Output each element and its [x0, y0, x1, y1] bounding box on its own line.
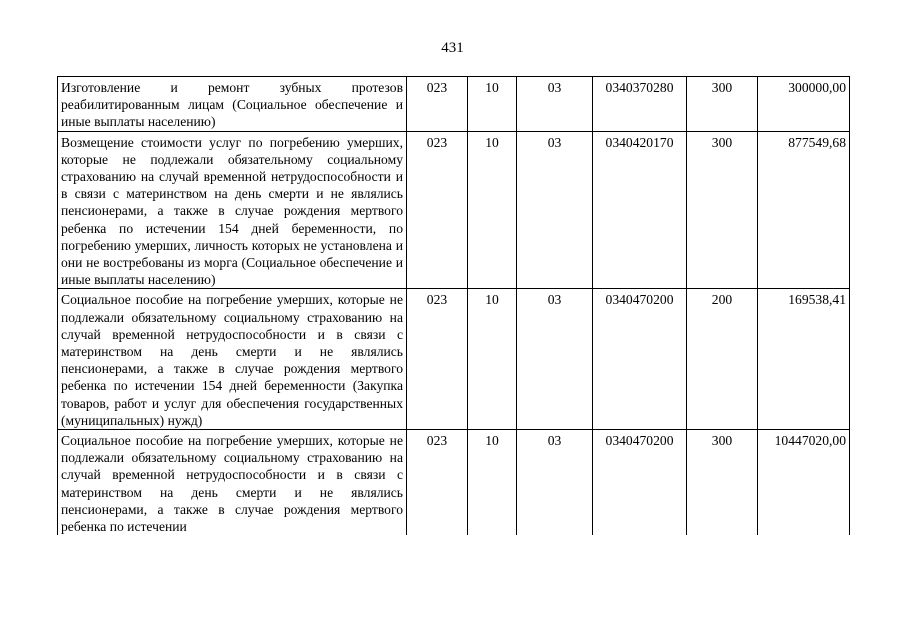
subsection-code: 03 — [517, 77, 593, 132]
budget-table — [57, 76, 850, 535]
table-row — [58, 289, 850, 430]
table-row — [58, 430, 850, 536]
ministry-code: 023 — [407, 430, 468, 536]
section-code: 10 — [468, 289, 517, 430]
row-description: Социальное пособие на погребение умерших, которые не подлежали обязательному социальному страхованию на случай временной нетрудоспособности и в связи с материнством на день смерти и не являлись пенсионерами, а также в случае рождения мертвого ребенка по истечении 154 дней беременности (Закупка товаров, работ и услуг для обеспечения государственных (муниципальных) нужд) — [58, 289, 407, 430]
row-description: Возмещение стоимости услуг по погребению умерших, которые не подлежали обязательному социальному страхованию на случай временной нетрудоспособности и в связи с материнством на день смерти и не являлись пенсионерами, а также в случае рождения мертвого ребенка по истечении 154 дней беременности, по погребению умерших, личность которых не установлена и они не востребованы из морга (Социальное обеспечение и иные выплаты населению) — [58, 131, 407, 289]
section-code: 10 — [468, 77, 517, 132]
expense-type-code: 300 — [687, 430, 758, 536]
amount-value: 300000,00 — [758, 77, 850, 132]
table-row — [58, 77, 850, 132]
subsection-code: 03 — [517, 289, 593, 430]
expense-type-code: 200 — [687, 289, 758, 430]
page-number: 431 — [441, 40, 464, 56]
table-row — [58, 131, 850, 289]
subsection-code: 03 — [517, 131, 593, 289]
ministry-code: 023 — [407, 289, 468, 430]
expense-type-code: 300 — [687, 77, 758, 132]
target-article-code: 0340420170 — [593, 131, 687, 289]
amount-value: 10447020,00 — [758, 430, 850, 536]
subsection-code: 03 — [517, 430, 593, 536]
ministry-code: 023 — [407, 77, 468, 132]
row-description: Изготовление и ремонт зубных протезов реабилитированным лицам (Социальное обеспечение и иные выплаты населению) — [58, 77, 407, 132]
expense-type-code: 300 — [687, 131, 758, 289]
target-article-code: 0340370280 — [593, 77, 687, 132]
target-article-code: 0340470200 — [593, 430, 687, 536]
row-description: Социальное пособие на погребение умерших, которые не подлежали обязательному социальному страхованию на случай временной нетрудоспособности и в связи с материнством на день смерти и не являлись пенсионерами, а также в случае рождения мертвого ребенка по истечении — [58, 430, 407, 536]
target-article-code: 0340470200 — [593, 289, 687, 430]
ministry-code: 023 — [407, 131, 468, 289]
section-code: 10 — [468, 131, 517, 289]
amount-value: 877549,68 — [758, 131, 850, 289]
section-code: 10 — [468, 430, 517, 536]
amount-value: 169538,41 — [758, 289, 850, 430]
